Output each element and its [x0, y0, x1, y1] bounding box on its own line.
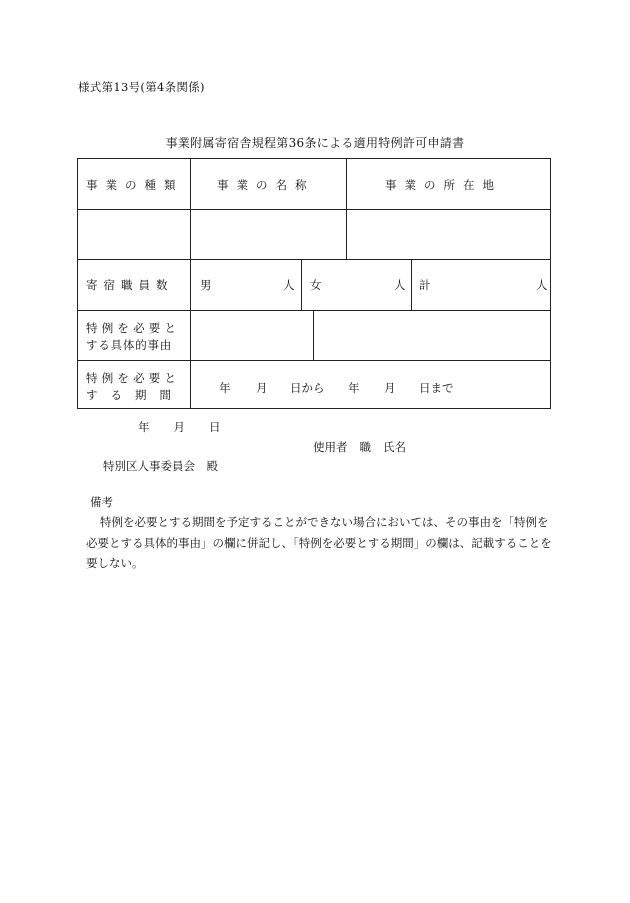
column-divider — [301, 259, 302, 310]
label-column-divider — [190, 159, 191, 408]
period-from-year: 年 — [219, 381, 231, 395]
date-month: 月 — [173, 420, 185, 434]
reason-field[interactable] — [192, 312, 312, 359]
period-to-day: 日まで — [419, 381, 454, 395]
form-title: 事業附属寄宿舎規程第36条による適用特例許可申請書 — [165, 136, 465, 150]
dormitory-workers-label: 寄宿職員数 — [86, 278, 174, 292]
row-divider — [78, 310, 550, 311]
addressee: 特別区人事委員会 殿 — [103, 459, 218, 473]
applicant-position-label: 職 — [359, 440, 371, 454]
period-from-day: 日から — [290, 381, 325, 395]
header-business-location: 事業の所在地 — [385, 178, 502, 192]
period-to-month: 月 — [384, 381, 396, 395]
male-label: 男 — [200, 278, 212, 292]
row-divider — [78, 259, 550, 260]
notes-heading: 備考 — [90, 495, 113, 509]
header-business-type: 事業の種類 — [86, 178, 184, 192]
column-divider — [313, 310, 314, 360]
date-day: 日 — [209, 420, 221, 434]
business-location-field[interactable] — [348, 211, 549, 258]
period-from-month: 月 — [256, 381, 268, 395]
period-to-year: 年 — [348, 381, 360, 395]
business-type-field[interactable] — [79, 211, 189, 258]
reason-label-line1: 特例を必要と — [86, 321, 181, 335]
row-divider — [78, 360, 550, 361]
row-divider — [78, 209, 550, 210]
female-unit: 人 — [394, 278, 406, 292]
period-label-line1: 特例を必要と — [86, 371, 181, 385]
date-year: 年 — [138, 420, 150, 434]
form-number: 様式第13号(第4条関係) — [78, 80, 205, 94]
applicant-name-label: 氏名 — [383, 440, 406, 454]
total-label: 計 — [419, 278, 431, 292]
notes-body: 特例を必要とする期間を予定することができない場合においては、その事由を「特例を必要とする具体的事由」の欄に併記し、「特例を必要とする期間」の欄は、記載することを要しない。 — [86, 515, 552, 570]
reason-field-extra[interactable] — [315, 312, 549, 359]
application-table — [77, 158, 551, 409]
female-label: 女 — [310, 278, 322, 292]
applicant-user-label: 使用者 — [313, 440, 348, 454]
applicant-line — [313, 439, 406, 455]
column-divider — [346, 159, 347, 259]
business-name-field[interactable] — [192, 211, 345, 258]
period-label-line2: する期間 — [86, 388, 184, 402]
total-unit: 人 — [536, 278, 548, 292]
header-business-name: 事業の名称 — [217, 178, 315, 192]
male-unit: 人 — [283, 278, 295, 292]
reason-label-line2: する具体的事由 — [86, 338, 173, 352]
application-date — [138, 419, 221, 435]
column-divider — [411, 259, 412, 310]
